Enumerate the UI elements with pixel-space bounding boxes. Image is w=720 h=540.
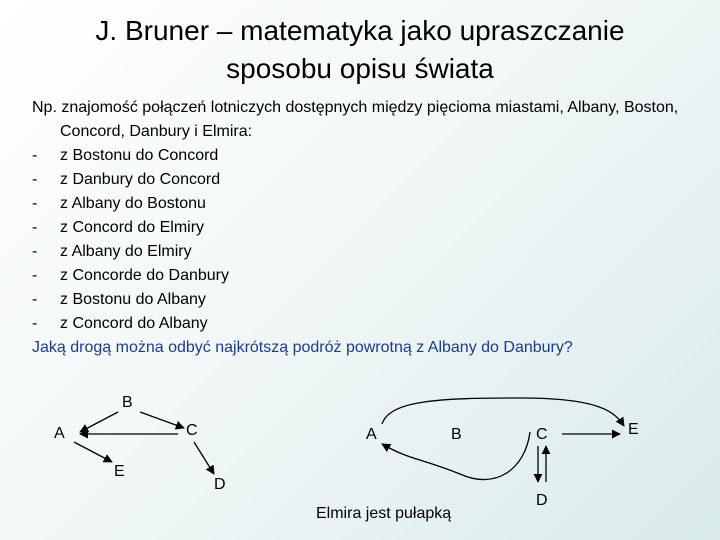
edge-b-to-a (80, 412, 118, 432)
node-a-label: A (54, 425, 65, 442)
node-c-label: C (186, 422, 198, 439)
diagram-caption: Elmira jest pułapką (316, 505, 452, 522)
list-item-text: z Concord do Albany (60, 315, 208, 332)
node-d-label: D (214, 476, 226, 493)
node-e2-label: E (628, 421, 639, 438)
question-text: Jaką drogą można odbyć najkrótszą podróż powrotną z Albany do Danbury? (32, 339, 573, 356)
bullet-dash: - (32, 147, 38, 164)
edge-a-to-e (74, 442, 112, 462)
list-item-text: z Bostonu do Concord (60, 147, 219, 164)
node-c2-label: C (536, 426, 548, 443)
title-line-1: J. Bruner – matematyka jako upraszczanie (95, 15, 625, 46)
list-item-text: z Albany do Bostonu (60, 195, 206, 212)
list-item-text: z Bostonu do Albany (60, 291, 206, 308)
title-line-2: sposobu opisu świata (226, 53, 494, 84)
bullet-dash: - (32, 291, 38, 308)
bullet-dash: - (32, 219, 38, 236)
list-item-text: z Albany do Elmiry (60, 243, 192, 260)
intro-text: Np. znajomość połączeń lotniczych dostępnych między pięcioma miastami, Albany, Boston, Concord, Danbury i Elmira: (32, 99, 679, 140)
edge-b-to-c (140, 412, 184, 428)
bullet-dash: - (32, 195, 38, 212)
node-e-label: E (114, 463, 125, 480)
node-b2-label: B (451, 426, 462, 443)
bullet-dash: - (32, 267, 38, 284)
list-item-text: z Concord do Elmiry (60, 219, 205, 236)
bullet-dash: - (32, 315, 38, 332)
list-item-text: z Danbury do Concord (60, 171, 221, 188)
list-item-text: z Concorde do Danbury (60, 267, 229, 284)
node-d2-label: D (536, 492, 548, 509)
node-b-label: B (122, 394, 133, 411)
node-a2-label: A (366, 426, 377, 443)
edge-c-to-d (194, 442, 214, 474)
edge-a-to-e-arc (382, 398, 624, 426)
bullet-dash: - (32, 243, 38, 260)
bullet-dash: - (32, 171, 38, 188)
